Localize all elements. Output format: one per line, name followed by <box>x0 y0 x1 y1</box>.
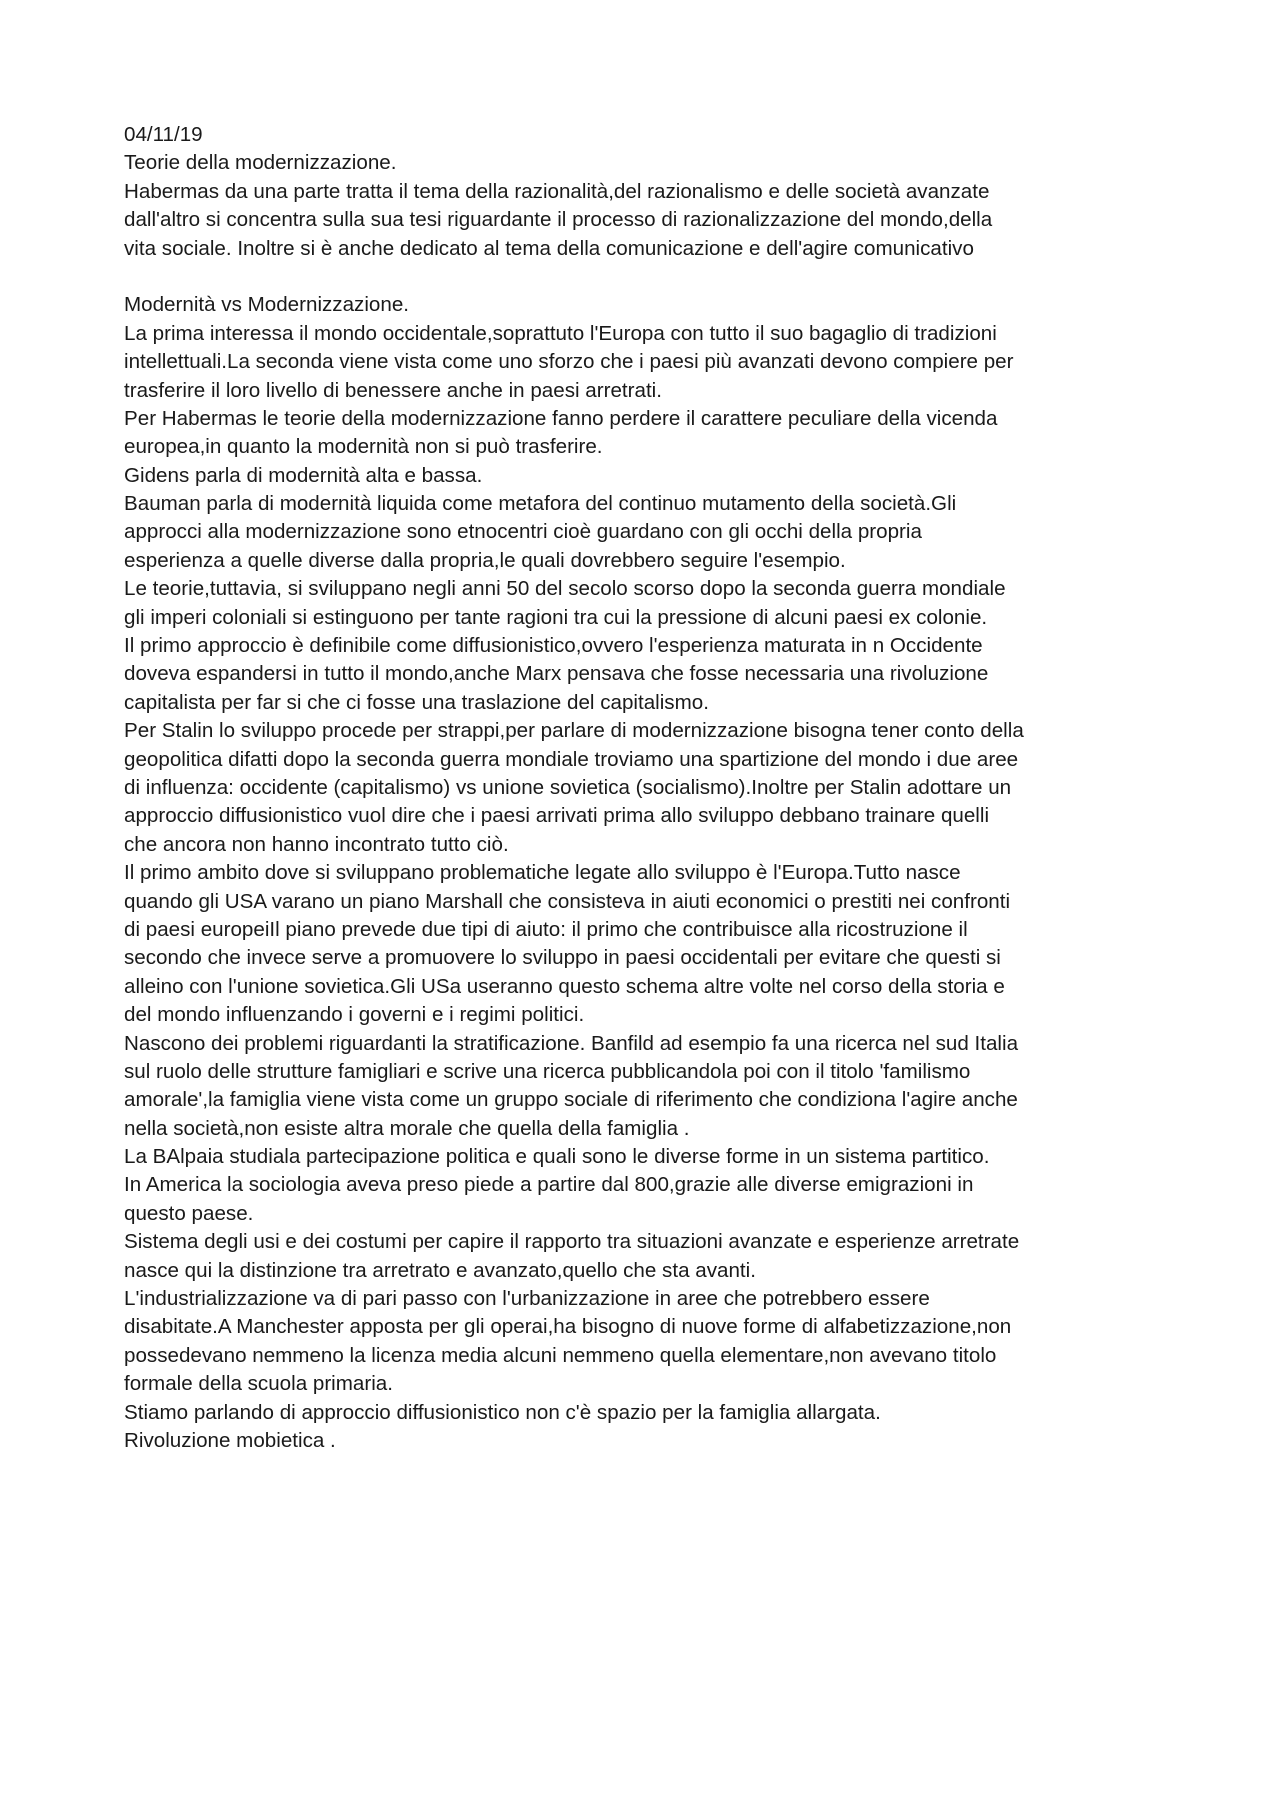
text-line: Il primo ambito dove si sviluppano problematiche legate allo sviluppo è l'Europa.Tutto nasce <box>124 861 961 885</box>
document-date: 04/11/19 <box>124 123 203 146</box>
text-line: sul ruolo delle strutture famigliari e scrive una ricerca pubblicandola poi con il titolo 'familismo <box>124 1059 971 1083</box>
text-line: possedevano nemmeno la licenza media alcuni nemmeno quella elementare,non avevano titolo <box>124 1343 997 1367</box>
text-line: capitalista per far si che ci fosse una traslazione del capitalismo. <box>124 690 709 714</box>
text-line: Nascono dei problemi riguardanti la stratificazione. Banfild ad esempio fa una ricerca nel sud Italia <box>124 1031 1019 1055</box>
text-line: trasferire il loro livello di benessere anche in paesi arretrati. <box>124 378 662 402</box>
text-line: Le teorie,tuttavia, si sviluppano negli anni 50 del secolo scorso dopo la seconda guerra mondiale <box>124 577 1006 601</box>
text-line: La BAlpaia studiala partecipazione politica e quali sono le diverse forme in un sistema partitico. <box>124 1145 990 1169</box>
text-line: Stiamo parlando di approccio diffusionistico non c'è spazio per la famiglia allargata. <box>124 1400 881 1424</box>
text-line: disabitate.A Manchester apposta per gli operai,ha bisogno di nuove forme di alfabetizzazione,non <box>124 1315 1012 1339</box>
text-line: Il primo approccio è definibile come diffusionistico,ovvero l'esperienza maturata in n Occidente <box>124 634 983 658</box>
text-line: esperienza a quelle diverse dalla propria,le quali dovrebbero seguire l'esempio. <box>124 548 846 572</box>
text-line: Teorie della modernizzazione. <box>124 151 397 175</box>
text-line: intellettuali.La seconda viene vista come uno sforzo che i paesi più avanzati devono compiere per <box>124 350 1014 374</box>
text-line: Gidens parla di modernità alta e bassa. <box>124 463 483 487</box>
text-line: formale della scuola primaria. <box>124 1372 393 1396</box>
text-line: Bauman parla di modernità liquida come metafora del continuo mutamento della società.Gli <box>124 492 957 516</box>
text-line: dall'altro si concentra sulla sua tesi riguardante il processo di razionalizzazione del mondo,della <box>124 208 993 232</box>
text-line: geopolitica difatti dopo la seconda guerra mondiale troviamo una spartizione del mondo i due aree <box>124 747 1019 771</box>
text-line: La prima interessa il mondo occidentale,soprattuto l'Europa con tutto il suo bagaglio di tradizioni <box>124 321 997 345</box>
text-line: In America la sociologia aveva preso piede a partire dal 800,grazie alle diverse emigrazioni in <box>124 1173 974 1197</box>
text-line: quando gli USA varano un piano Marshall che consisteva in aiuti economici o prestiti nei confronti <box>124 889 1011 913</box>
document-page <box>124 121 1174 1455</box>
text-line: doveva espandersi in tutto il mondo,anche Marx pensava che fosse necessaria una rivoluzione <box>124 662 989 686</box>
text-line: europea,in quanto la modernità non si può trasferire. <box>124 435 603 459</box>
text-line: L'industrializzazione va di pari passo con l'urbanizzazione in aree che potrebbero essere <box>124 1287 930 1311</box>
text-line: approccio diffusionistico vuol dire che i paesi arrivati prima allo sviluppo debbano trainare quelli <box>124 804 990 828</box>
text-line: di paesi europeiIl piano prevede due tipi di aiuto: il primo che contribuisce alla ricostruzione il <box>124 917 968 941</box>
text-line: Rivoluzione mobietica . <box>124 1428 336 1452</box>
text-line: Habermas da una parte tratta il tema della razionalità,del razionalismo e delle società avanzate <box>124 179 990 203</box>
text-line: del mondo influenzando i governi e i regimi politici. <box>124 1003 585 1027</box>
text-line: questo paese. <box>124 1201 254 1225</box>
text-line: alleino con l'unione sovietica.Gli USa useranno questo schema altre volte nel corso della storia e <box>124 974 1005 998</box>
text-line: che ancora non hanno incontrato tutto ciò. <box>124 832 509 856</box>
text-line: amorale',la famiglia viene vista come un gruppo sociale di riferimento che condiziona l'agire anche <box>124 1088 1018 1112</box>
text-line: nella società,non esiste altra morale che quella della famiglia . <box>124 1116 690 1140</box>
text-line: approcci alla modernizzazione sono etnocentri cioè guardano con gli occhi della propria <box>124 520 922 544</box>
text-line: Sistema degli usi e dei costumi per capire il rapporto tra situazioni avanzate e esperienze arretrate <box>124 1230 1020 1254</box>
text-line: Modernità vs Modernizzazione. <box>124 293 410 317</box>
blank-line <box>124 263 1174 291</box>
text-line: nasce qui la distinzione tra arretrato e avanzato,quello che sta avanti. <box>124 1258 756 1282</box>
text-line: secondo che invece serve a promuovere lo sviluppo in paesi occidentali per evitare che questi si <box>124 946 1001 970</box>
text-line: Per Habermas le teorie della modernizzazione fanno perdere il carattere peculiare della vicenda <box>124 406 998 430</box>
text-line: vita sociale. Inoltre si è anche dedicato al tema della comunicazione e dell'agire comunicativo <box>124 236 974 260</box>
text-line: gli imperi coloniali si estinguono per tante ragioni tra cui la pressione di alcuni paesi ex colonie. <box>124 605 988 629</box>
text-line: di influenza: occidente (capitalismo) vs unione sovietica (socialismo).Inoltre per Stalin adottare un <box>124 775 1012 799</box>
text-line: Per Stalin lo sviluppo procede per strappi,per parlare di modernizzazione bisogna tener conto della <box>124 719 1024 743</box>
